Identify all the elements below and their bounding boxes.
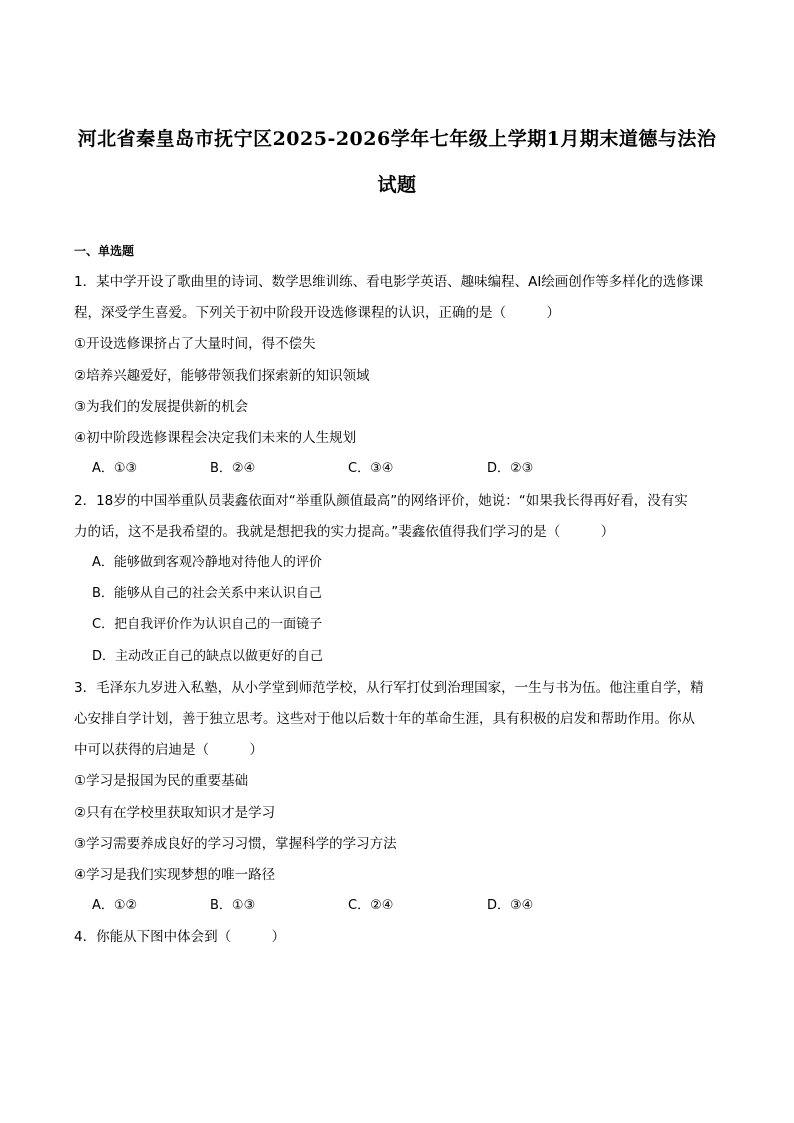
q1-statement-4: ④初中阶段选修课程会决定我们未来的人生规划 <box>74 430 357 446</box>
q3-stem-line1: 3．毛泽东九岁进入私塾，从小学堂到师范学校，从行军打仗到治理国家，一生与书为伍。他注重自学，精 <box>74 680 704 696</box>
q3-statement-2: ②只有在学校里获取知识才是学习 <box>74 805 276 821</box>
q4-stem-line1: 4．你能从下图中体会到（ ） <box>74 929 286 945</box>
exam-title-line2: 试题 <box>377 174 417 196</box>
q2-option-d[interactable]: D．主动改正自己的缺点以做更好的自己 <box>92 649 324 664</box>
q1-stem-line2: 程，深受学生喜爱。下列关于初中阶段开设选修课程的认识，正确的是（ ） <box>74 305 560 321</box>
q2-option-a[interactable]: A．能够做到客观冷静地对待他人的评价 <box>92 555 322 570</box>
q1-option-c[interactable]: C．③④ <box>348 461 394 476</box>
q3-option-c[interactable]: C．②④ <box>348 898 394 913</box>
q3-option-b[interactable]: B．①③ <box>210 898 256 913</box>
q1-statement-3: ③为我们的发展提供新的机会 <box>74 399 249 415</box>
q2-option-b[interactable]: B．能够从自己的社会关系中来认识自己 <box>92 586 322 601</box>
q3-option-d[interactable]: D．③④ <box>487 898 534 913</box>
q2-stem-line2: 力的话，这不是我希望的。我就是想把我的实力提高。”裴鑫依值得我们学习的是（ ） <box>74 524 615 540</box>
q1-statement-2: ②培养兴趣爱好，能够带领我们探索新的知识领域 <box>74 368 370 384</box>
q1-option-d[interactable]: D．②③ <box>487 461 534 476</box>
q3-stem-line3: 中可以获得的启迪是（ ） <box>74 742 263 758</box>
q3-statement-1: ①学习是报国为民的重要基础 <box>74 773 249 789</box>
q2-stem-line1: 2．18岁的中国举重队员裴鑫依面对“举重队颜值最高”的网络评价，她说：“如果我长得再好看，没有实 <box>74 493 688 509</box>
section-heading: 一、单选题 <box>74 244 135 258</box>
q1-statement-1: ①开设选修课挤占了大量时间，得不偿失 <box>74 336 316 352</box>
q1-option-b[interactable]: B．②④ <box>210 461 256 476</box>
q3-option-a[interactable]: A．①② <box>92 898 138 913</box>
exam-title-line1: 河北省秦皇岛市抚宁区2025-2026学年七年级上学期1月期末道德与法治 <box>77 128 717 150</box>
q1-stem-line1: 1．某中学开设了歌曲里的诗词、数学思维训练、看电影学英语、趣味编程、AI绘画创作等多样化的选修课 <box>74 274 704 290</box>
q3-stem-line2: 心安排自学计划，善于独立思考。这些对于他以后数十年的革命生涯，具有积极的启发和帮助作用。你从 <box>74 711 695 727</box>
q3-statement-3: ③学习需要养成良好的学习习惯，掌握科学的学习方法 <box>74 836 397 852</box>
q2-option-c[interactable]: C．把自我评价作为认识自己的一面镜子 <box>92 617 323 632</box>
q1-option-a[interactable]: A．①③ <box>92 461 138 476</box>
q3-statement-4: ④学习是我们实现梦想的唯一路径 <box>74 867 276 883</box>
